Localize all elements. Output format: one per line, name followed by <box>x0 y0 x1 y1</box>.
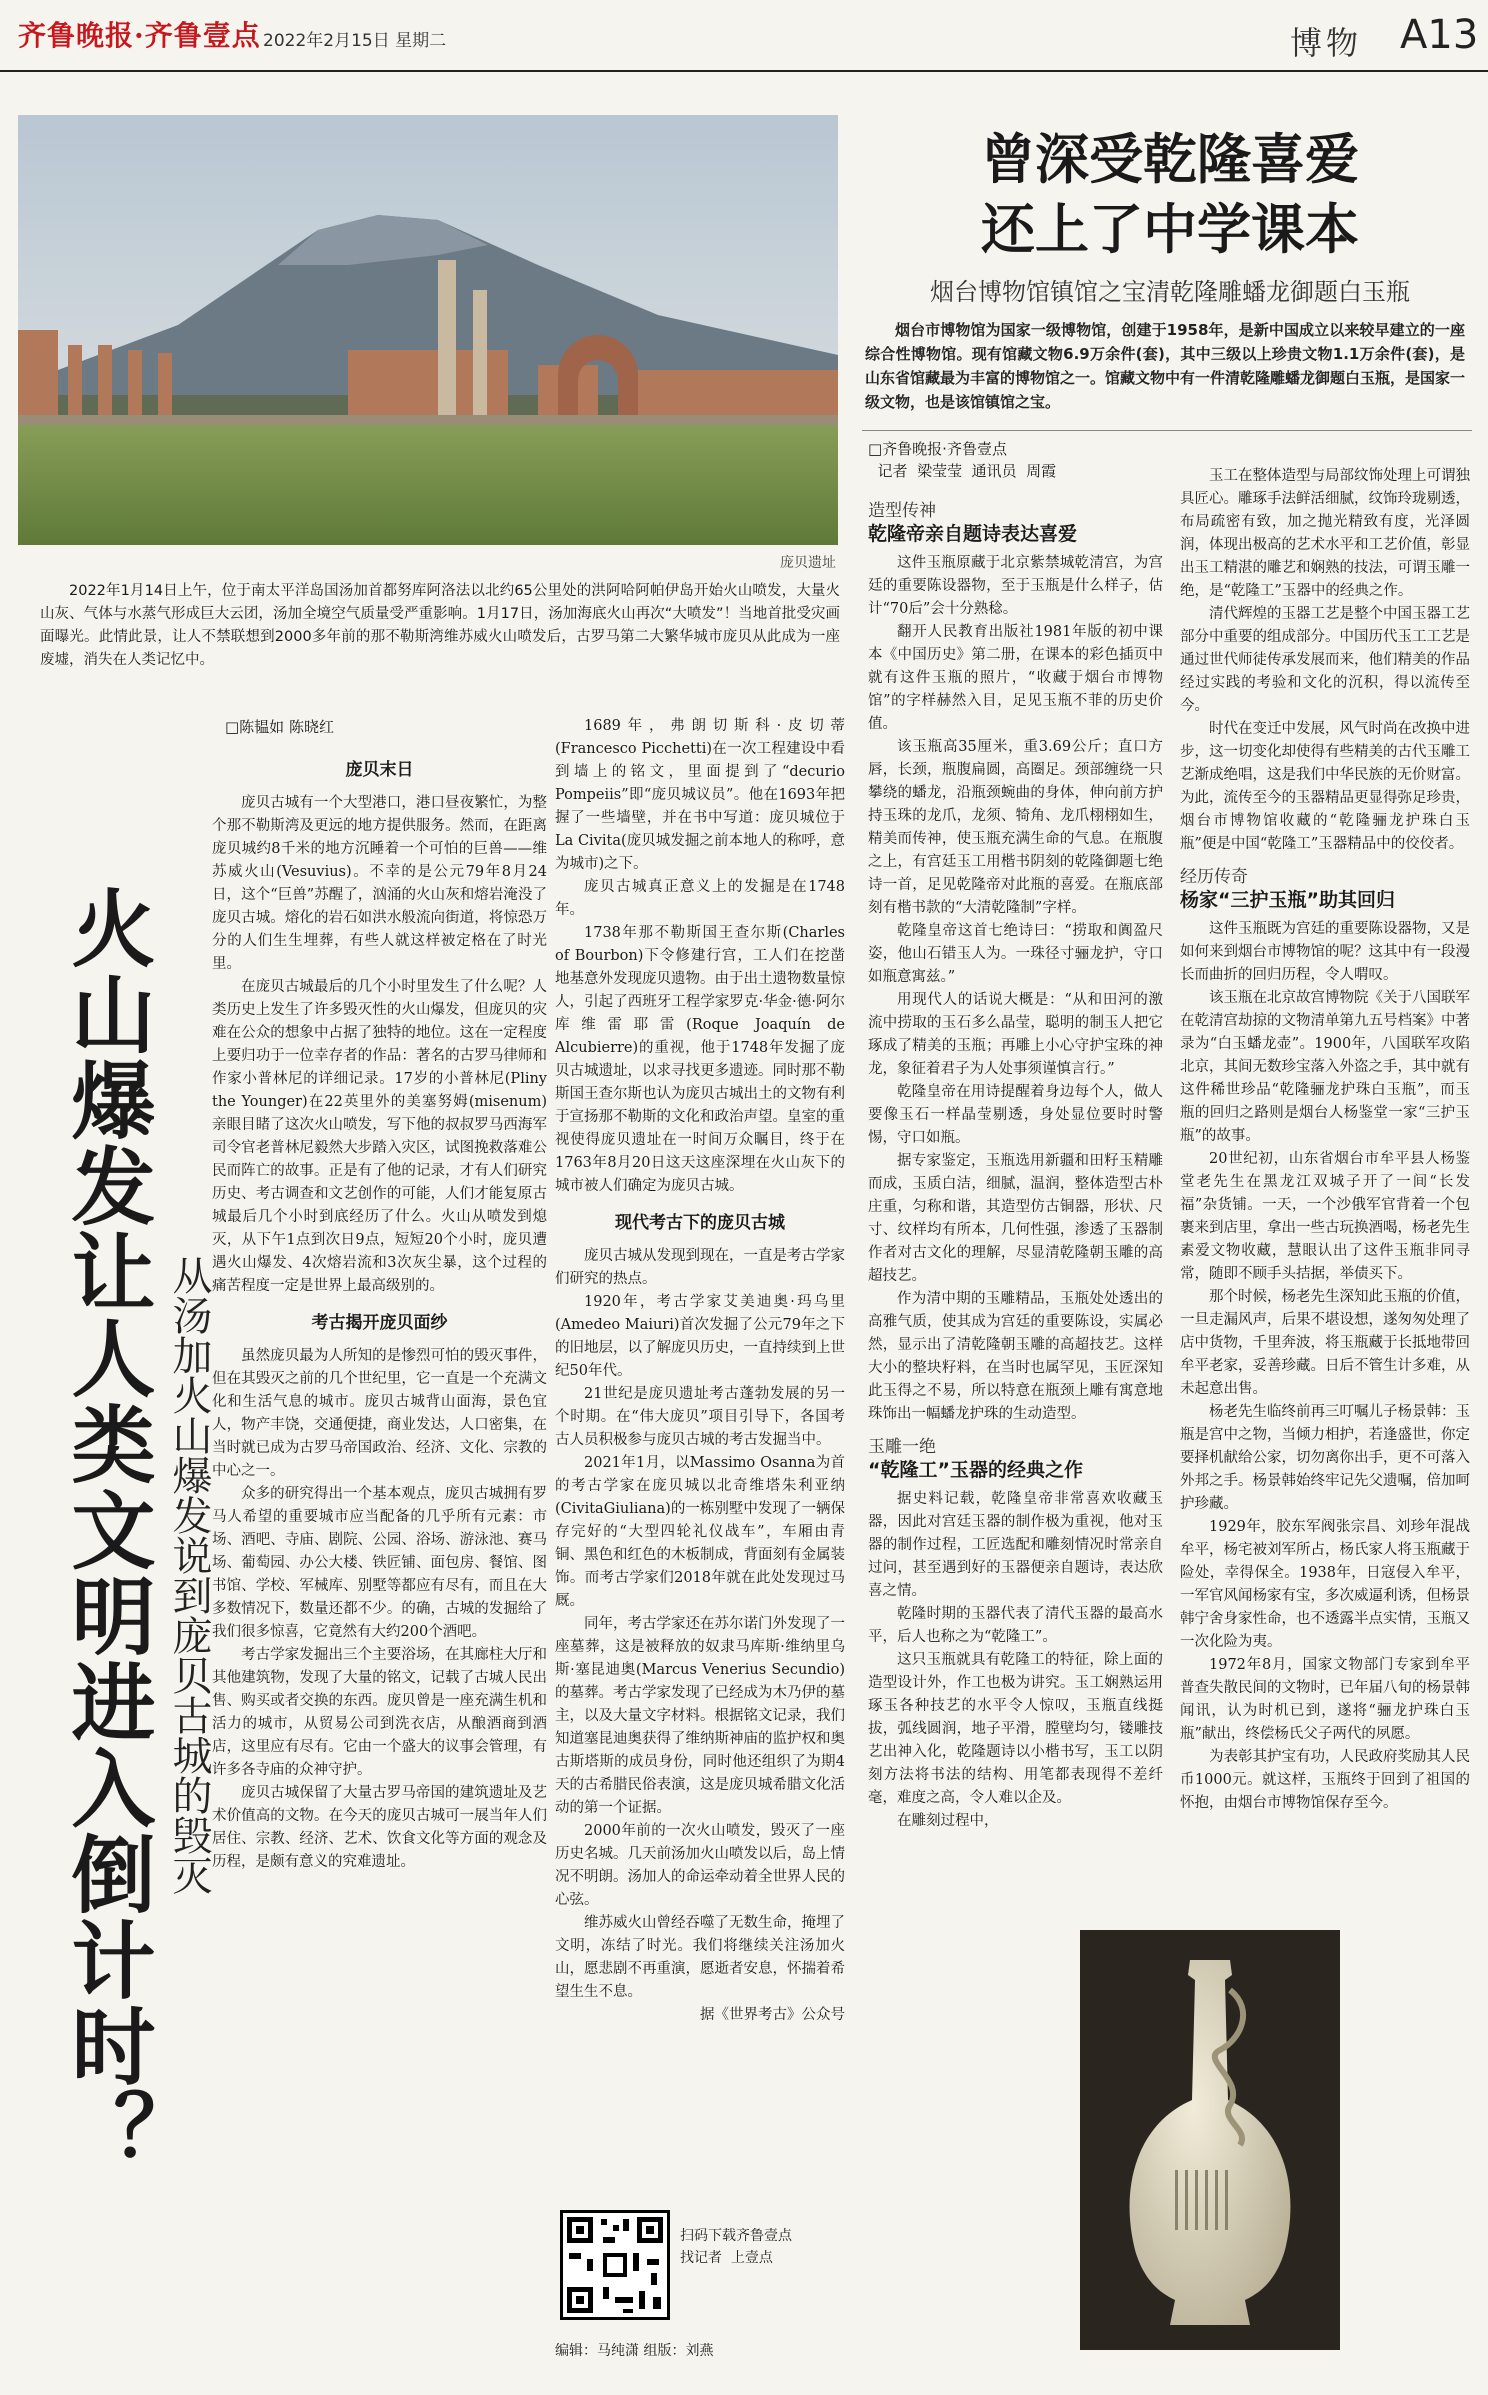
kicker: 造型传神 <box>868 501 936 521</box>
paragraph: 乾隆皇帝在用诗提醒着身边每个人，做人要像玉石一样晶莹剔透，身处显位要时时警惕，守口如瓶。 <box>868 1084 1163 1146</box>
paragraph: 维苏威火山曾经吞噬了无数生命，掩埋了文明，冻结了时光。我们将继续关注汤加火山，愿悲剧不再重演，愿逝者安息，怀揣着希望生生不息。 <box>555 1915 845 2000</box>
paragraph: 作为清中期的玉雕精品，玉瓶处处透出的高雅气质，使其成为宫廷的重要陈设，实属必然，显示出了清乾隆朝玉雕的高超技艺。这样大小的整块籽料，在当时也属罕见，玉匠深知此玉得之不易，所以特意在瓶颈上雕有寓意地珠饰出一幅蟠龙护珠的生动造型。 <box>868 1291 1163 1422</box>
right-headline <box>860 125 1480 265</box>
left-lead-paragraph: 2022年1月14日上午，位于南太平洋岛国汤加首都努库阿洛法以北约65公里处的洪阿哈阿帕伊岛开始火山喷发，大量火山灰、气体与水蒸气形成巨大云团，汤加全境空气质量受严重影响。1月17日，汤加海底火山再次“大喷发”！当地首批受灾画面曝光。此情此景，让人不禁联想到2000多年前的那不勒斯湾维苏威火山喷发后，古罗马第二大繁华城市庞贝从此成为一座废墟，消失在人类记忆中。 <box>40 583 840 668</box>
right-headline-line-2: 还上了中学课本 <box>981 198 1359 261</box>
section-name: 博物 <box>1290 24 1363 62</box>
paragraph: 这只玉瓶就具有乾隆工的特征，除上面的造型设计外，作工也极为讲究。玉工娴熟运用琢玉各种技艺的水平令人惊叹，玉瓶直线挺拔，弧线圆润，地子平滑，膛壁均匀，镂雕技艺出神入化，乾隆题诗以小楷书写，玉工以阴刻方法将书法的结构、用笔都表现得不差纤毫，难度之高，令人难以企及。 <box>868 1652 1163 1806</box>
section-heading: 乾隆帝亲自题诗表达喜爱 <box>868 523 1078 545</box>
kicker: 玉雕一绝 <box>868 1437 936 1457</box>
paragraph: 庞贝古城有一个大型港口，港口昼夜繁忙，为整个那不勒斯湾及更远的地方提供服务。然而，在距离庞贝城约8千米的地方沉睡着一个可怕的巨兽——维苏威火山(Vesuvius)。不幸的是公元79年8月24日，这个“巨兽”苏醒了，汹涌的火山灰和熔岩淹没了庞贝古城。熔化的岩石如洪水般流向街道，将惊恐万分的人们生生埋葬，有些人就这样被定格在了时光里。 <box>212 795 547 972</box>
section-heading: 庞贝末日 <box>345 760 414 780</box>
right-byline: □齐鲁晚报·齐鲁壹点 记者 梁莹莹 通讯员 周霞 <box>868 440 1057 480</box>
left-subheadline: 从汤加火山爆发说到庞贝古城的毁灭 <box>166 1255 212 1895</box>
divider <box>862 430 1472 431</box>
paragraph: 庞贝古城保留了大量古罗马帝国的建筑遗址及艺术价值高的文物。在今天的庞贝古城可一展当年人们居住、宗教、经济、艺术、饮食文化等方面的观念及历程，是颇有意义的究难遗址。 <box>212 1785 547 1870</box>
paragraph: 清代辉煌的玉器工艺是整个中国玉器工艺部分中重要的组成部分。中国历代玉工工艺是通过世代师徒传承发展而来，他们精美的作品经过实践的考验和文化的沉积，得以流传至今。 <box>1180 606 1470 714</box>
pompeii-photo <box>18 115 838 545</box>
newspaper-logo: 齐鲁晚报·齐鲁壹点 <box>18 19 261 52</box>
qr-label: 扫码下载齐鲁壹点 找记者 上壹点 <box>680 2228 792 2266</box>
paragraph: 1920年，考古学家艾美迪奥·玛乌里(Amedeo Maiuri)首次发掘了公元79年之下的旧地层，以了解庞贝历史，一直持续到上世纪50年代。 <box>555 1294 845 1379</box>
right-subheadline: 烟台博物馆镇馆之宝清乾隆雕蟠龙御题白玉瓶 <box>930 278 1410 306</box>
paragraph: 时代在变迁中发展，风气时尚在改换中进步，这一切变化却使得有些精美的古代玉雕工艺渐成绝唱，这是我们中华民族的无价财富。为此，流传至今的玉器精品更显得弥足珍贵，烟台市博物馆收藏的“乾隆骊龙护珠白玉瓶”便是中国“乾隆工”玉器精品中的佼佼者。 <box>1180 721 1470 852</box>
paragraph: 翻开人民教育出版社1981年版的初中课本《中国历史》第二册，在课本的彩色插页中就有这件玉瓶的照片，“收藏于烟台市博物馆”的字样赫然入目，足见玉瓶不菲的历史价值。 <box>868 624 1163 732</box>
paragraph: 这件玉瓶原藏于北京紫禁城乾清宫，为宫廷的重要陈设器物，至于玉瓶是什么样子，估计“70后”会十分熟稔。 <box>868 555 1163 617</box>
paragraph: 20世纪初，山东省烟台市牟平县人杨鉴堂老先生在黑龙江双城子开了一间“长发福”杂货铺。一天，一个沙俄军官背着一个包裹来到店里，拿出一些古玩换酒喝，杨老先生素爱文物收藏，慧眼认出了这件玉瓶非同寻常，随即不顾手头拮据，举债买下。 <box>1180 1151 1470 1282</box>
paragraph: 1689年，弗朗切斯科·皮切蒂(Francesco Picchetti)在一次工程建设中看到墙上的铭文，里面提到了“decurio Pompeiis”即“庞贝城议员”。他在1693年把握了一些墙壁，并在书中写道：庞贝城位于La Civita(庞贝城发掘之前本地人的称呼，意为城市)之下。 <box>555 718 845 872</box>
pompeii-illustration <box>18 115 838 545</box>
paragraph: 在庞贝古城最后的几个小时里发生了什么呢？人类历史上发生了许多毁灭性的火山爆发，但庞贝的灾难在公众的想象中占据了独特的地位。这在一定程度上要归功于一位幸存者的作品：著名的古罗马律师和作家小普林尼的详细记录。17岁的小普林尼(Pliny the Younger)在22英里外的美塞努姆(misenum)亲眼目睹了这次火山喷发，写下他的叔叔罗马西海军司令官老普林尼毅然大步踏入灾区，试图挽救落难公民而阵亡的故事。正是有了他的记录，才有人们研究历史、考古调查和文艺创作的可能，人们才能复原古城最后几个小时到底经历了什么。火山从喷发到熄灭，从下午1点到次日9点，短短20个小时，庞贝遭遇火山爆发、4次熔岩流和3次灰尘暴，这个过程的痛苦程度一定是世界上最高级别的。 <box>212 979 547 1294</box>
source-credit: 据《世界考古》公众号 <box>700 2007 845 2023</box>
left-column-2 <box>555 715 845 2195</box>
paragraph: 用现代人的话说大概是：“从和田河的激流中捞取的玉石多么晶莹，聪明的制玉人把它琢成了精美的玉瓶；再雕上小心守护宝珠的神龙，象征着君子为人处事须谨慎言行。” <box>868 992 1163 1077</box>
qr-code[interactable] <box>560 2210 670 2320</box>
paragraph: 同年，考古学家还在苏尔诺门外发现了一座墓葬，这是被释放的奴隶马库斯·维纳里乌斯·塞昆迪奥(Marcus Venerius Secundio)的墓葬。考古学家发现了已经成为木乃伊的墓主，以及大量文字材料。根据铭文记录，我们知道塞昆迪奥获得了维纳斯神庙的监护权和奥古斯塔斯的成员身份，同时他还组织了为期4天的古希腊民俗表演，这是庞贝城希腊文化活动的第一个证据。 <box>555 1616 845 1816</box>
section-heading: “乾隆工”玉器的经典之作 <box>868 1459 1083 1481</box>
paragraph: 庞贝古城从发现到现在，一直是考古学家们研究的热点。 <box>555 1248 845 1287</box>
paragraph: 众多的研究得出一个基本观点，庞贝古城拥有罗马人希望的重要城市应当配备的几乎所有元素：市场、酒吧、寺庙、剧院、公园、浴场、游泳池、赛马场、葡萄园、办公大楼、铁匠铺、面包房、餐馆、图书馆、学校、军械库、别墅等都应有尽有，而且在大多数情况下，数量还都不少。的确，古城的发掘给了我们很多惊喜，它竟然有大约200个酒吧。 <box>212 1486 547 1640</box>
page-header <box>0 0 1488 72</box>
paragraph: 乾隆皇帝这首七绝诗曰：“捞取和阗盈尺姿，他山石错玉人为。一珠径寸骊龙护，守口如瓶意寓兹。” <box>868 923 1163 985</box>
right-lead-paragraph: 烟台市博物馆为国家一级博物馆，创建于1958年，是新中国成立以来较早建立的一座综合性博物馆。现有馆藏文物6.9万余件(套)，其中三级以上珍贵文物1.1万余件(套)，是山东省馆藏最为丰富的博物馆之一。馆藏文物中有一件清乾隆雕蟠龙御题白玉瓶，是国家一级文物，也是该馆镇馆之宝。 <box>865 321 1466 411</box>
paragraph: 虽然庞贝最为人所知的是惨烈可怕的毁灭事件，但在其毁灭之前的几个世纪里，它一直是一个充满文化和生活气息的城市。庞贝古城背山面海，景色宜人，物产丰饶，交通便捷，商业发达，人口密集，在当时就已成为古罗马帝国政治、经济、文化、宗教的中心之一。 <box>212 1348 547 1479</box>
editor-credit: 编辑：马纯潇 组版：刘燕 <box>555 2343 714 2359</box>
paragraph: 21世纪是庞贝遗址考古蓬勃发展的另一个时期。在“伟大庞贝”项目引导下，各国考古人员积极参与庞贝古城的考古发掘当中。 <box>555 1386 845 1448</box>
paragraph: 为表彰其护宝有功，人民政府奖励其人民币1000元。就这样，玉瓶终于回到了祖国的怀抱，由烟台市博物馆保存至今。 <box>1180 1749 1470 1811</box>
kicker: 经历传奇 <box>1180 867 1248 887</box>
paragraph: 1738年那不勒斯国王查尔斯(Charles of Bourbon)下令修建行宫，工人们在挖凿地基意外发现庞贝遗物。由于出土遗物数量惊人，引起了西班牙工程学家罗克·华金·德·阿尔库维雷耶雷(Roque Joaquín de Alcubierre)的重视，他于1748年发掘了庞贝古城遗址，以求寻找更多遗迹。同时那不勒斯国王查尔斯也认为庞贝古城出土的文物有利于宣扬那不勒斯的文化和政治声望。皇室的重视使得庞贝遗址在一时间万众瞩目，终于在1763年8月20日这天这座深埋在火山灰下的城市被人们确定为庞贝古城。 <box>555 925 845 1194</box>
paragraph: 在雕刻过程中， <box>897 1813 999 1829</box>
paragraph: 2000年前的一次火山喷发，毁灭了一座历史名城。几天前汤加火山喷发以后，岛上情况不明朗。汤加人的命运牵动着全世界人民的心弦。 <box>555 1823 845 1908</box>
paragraph: 该玉瓶在北京故宫博物院《关于八国联军在乾清宫劫掠的文物清单第九五号档案》中著录为“白玉蟠龙壶”。1900年，八国联军攻陷北京，其间无数珍宝落入外盗之手，其中就有这件稀世珍品“乾隆骊龙护珠白玉瓶”，而玉瓶的回归之路则是烟台人杨鉴堂一家“三护玉瓶”的故事。 <box>1180 990 1470 1144</box>
paragraph: 考古学家发掘出三个主要浴场，在其廊柱大厅和其他建筑物，发现了大量的铭文，记载了古城人民出售、购买或者交换的东西。庞贝曾是一座充满生机和活力的城市，从贸易公司到洗衣店，从酿酒商到酒店，这里应有尽有。它由一个盛大的议事会管理，有许多各寺庙的众神守护。 <box>212 1647 547 1778</box>
paragraph: 乾隆时期的玉器代表了清代玉器的最高水平，后人也称之为“乾隆工”。 <box>868 1606 1163 1645</box>
section-heading: 考古揭开庞贝面纱 <box>311 1313 448 1333</box>
paragraph: 1972年8月，国家文物部门专家到牟平普查失散民间的文物时，已年届八旬的杨景韩闻讯，认为时机已到，遂将“骊龙护珠白玉瓶”献出，终偿杨氏父子两代的夙愿。 <box>1180 1657 1470 1742</box>
left-byline: □陈韫如 陈晓红 <box>225 718 334 736</box>
issue-date: 2022年2月15日 星期二 <box>263 31 447 51</box>
paragraph: 2021年1月，以Massimo Osanna为首的考古学家在庞贝城以北奇维塔朱利亚纳(CivitaGiuliana)的一栋别墅中发现了一辆保存完好的“大型四轮礼仪战车”，车厢由青铜、黑色和红色的木板制成，背面刻有金属装饰。而考古学家们2018年就在此处发现过马厩。 <box>555 1455 845 1609</box>
section-heading: 杨家“三护玉瓶”助其回归 <box>1180 889 1395 911</box>
photo-caption: 庞贝遗址 <box>780 555 836 571</box>
left-headline: 火山爆发让人类文明进入倒计时？ <box>58 885 157 2175</box>
paragraph: 那个时候，杨老先生深知此玉瓶的价值，一旦走漏风声，后果不堪设想，遂匆匆处理了店中货物，千里奔波，将玉瓶藏于长抵地带回牟平老家，妥善珍藏。日后不管生计多难，从未起意出售。 <box>1180 1289 1470 1397</box>
qr-pattern-icon <box>563 2213 667 2317</box>
paragraph: 该玉瓶高35厘米，重3.69公斤；直口方唇，长颈，瓶腹扁圆，高圈足。颈部缠绕一只攀绕的蟠龙，沿瓶颈蜿曲的身体，伸向前方护持玉珠的龙爪，龙须、犄角、龙爪栩栩如生，精美而传神，使玉瓶充满生命的气息。在瓶腹之上，有宫廷玉工用楷书阴刻的乾隆御题七绝诗一首，足见乾隆帝对此瓶的喜爱。在瓶底部刻有楷书款的“大清乾隆制”字样。 <box>868 739 1163 916</box>
paragraph: 杨老先生临终前再三叮嘱儿子杨景韩：玉瓶是宫中之物，当倾力相护，若逢盛世，你定要择机献给公家，切勿离你出手，更不可落入外邦之手。杨景韩始终牢记先父遗嘱，倍加呵护珍藏。 <box>1180 1404 1470 1512</box>
paragraph: 据专家鉴定，玉瓶选用新疆和田籽玉精雕而成，玉质白洁，细腻，温润，整体造型古朴庄重，匀称和谐，其造型仿古铜器，形状、尺寸、纹样均有所本，几何性强，渗透了玉器制作者对古文化的理解，尽显清乾隆朝玉雕的高超技艺。 <box>868 1153 1163 1284</box>
paragraph: 这件玉瓶既为宫廷的重要陈设器物，又是如何来到烟台市博物馆的呢？这其中有一段漫长而曲折的回归历程，令人喟叹。 <box>1180 921 1470 983</box>
left-column-1 <box>212 745 547 2385</box>
paragraph: 据史料记载，乾隆皇帝非常喜欢收藏玉器，因此对宫廷玉器的制作极为重视，他对玉器的制作过程，工匠选配和雕刻情况时常亲自过问，甚至遇到好的玉器便亲自题诗，表达欣喜之情。 <box>868 1491 1163 1599</box>
right-headline-line-1: 曾深受乾隆喜爱 <box>981 128 1359 191</box>
jade-vase-photo <box>1080 1930 1340 2350</box>
paragraph: 庞贝古城真正意义上的发掘是在1748年。 <box>555 879 845 918</box>
page-number: A13 <box>1400 12 1479 58</box>
paragraph: 1929年，胶东军阀张宗昌、刘珍年混战牟平，杨宅被刘军所占，杨氏家人将玉瓶藏于险处，幸得保全。1938年，日寇侵入牟平，一军官风闻杨家有宝，多次威逼利诱，但杨景韩宁舍身家性命，也不透露半点实情，玉瓶又一次化险为夷。 <box>1180 1519 1470 1650</box>
jade-vase-illustration <box>1080 1930 1340 2350</box>
section-heading: 现代考古下的庞贝古城 <box>615 1213 785 1233</box>
paragraph: 玉工在整体造型与局部纹饰处理上可谓独具匠心。雕琢手法鲜活细腻，纹饰玲珑剔透，布局疏密有致，加之抛光精致有度，光泽圆润，体现出极高的艺术水平和工艺价值，彰显出玉工精湛的雕艺和娴熟的技法，可谓玉雕一绝，是“乾隆工”玉器中的经典之作。 <box>1180 468 1470 599</box>
